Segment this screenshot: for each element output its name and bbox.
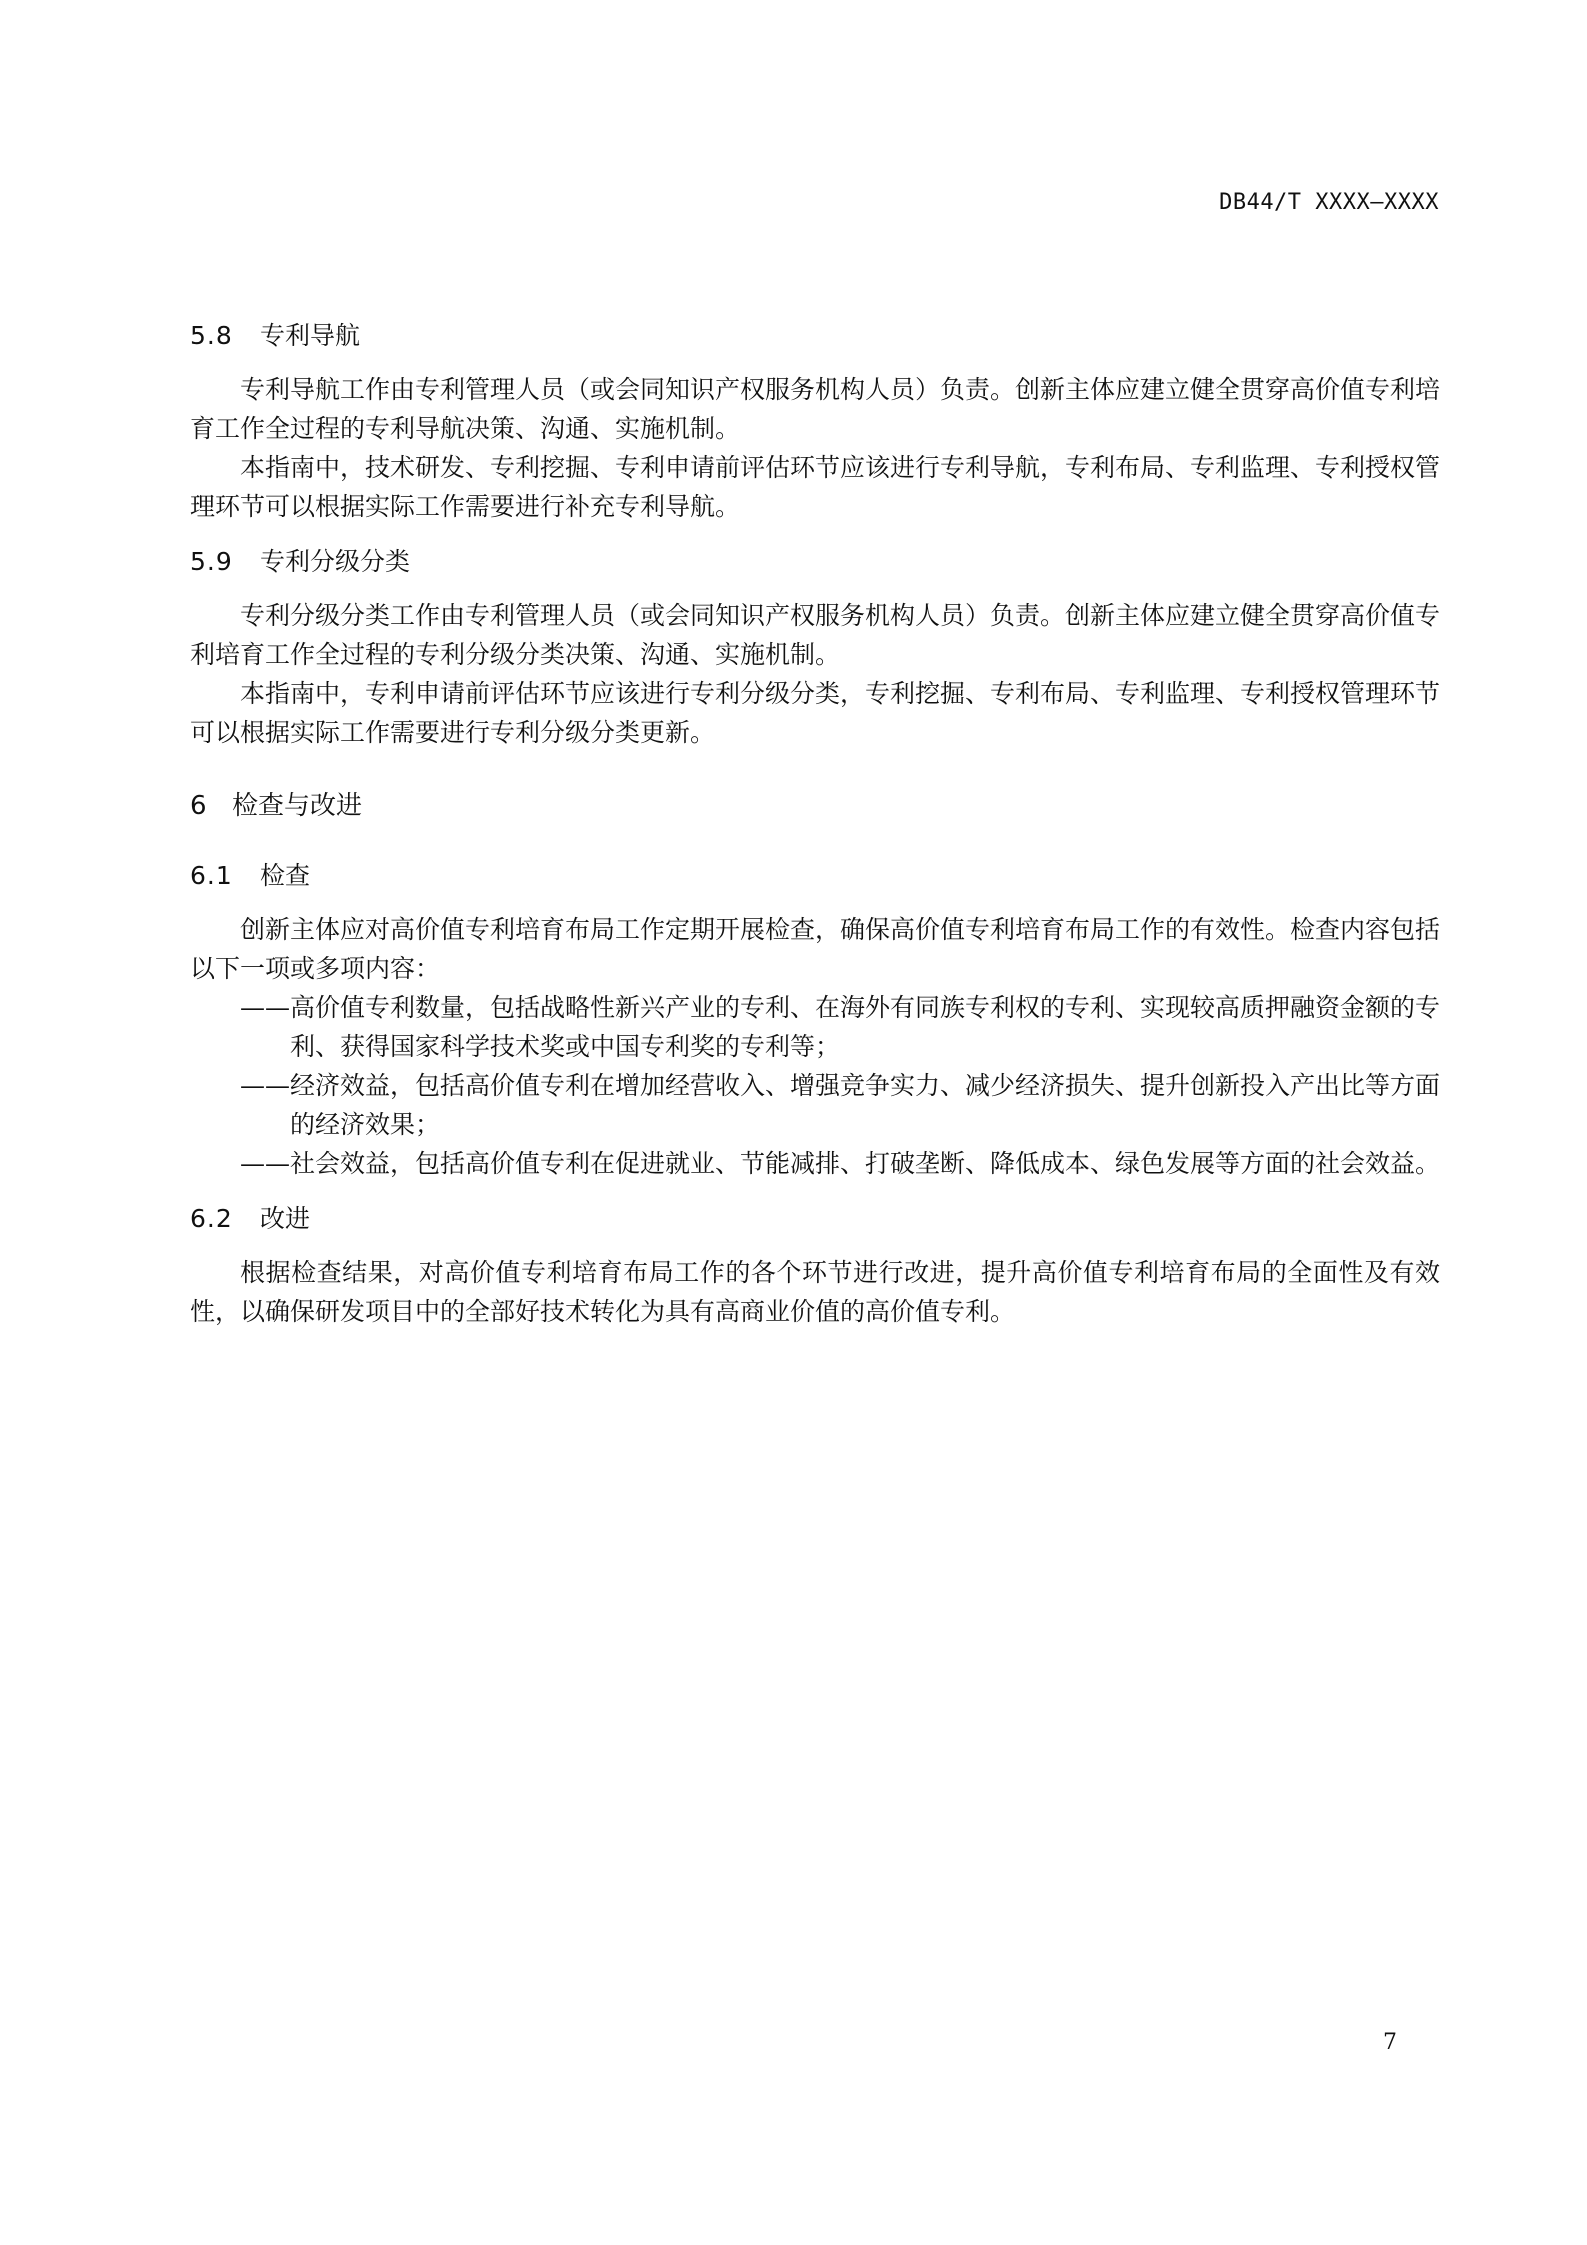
document-code: DB44/T XXXX—XXXX	[1219, 190, 1439, 215]
section-number: 6.1	[190, 861, 233, 890]
section-number: 5.8	[190, 321, 233, 350]
paragraph: 根据检查结果，对高价值专利培育布局工作的各个环节进行改进，提升高价值专利培育布局的全面性及有效性，以确保研发项目中的全部好技术转化为具有高商业价值的高价值专利。	[190, 1258, 1440, 1326]
paragraph: 专利导航工作由专利管理人员（或会同知识产权服务机构人员）负责。创新主体应建立健全贯穿高价值专利培育工作全过程的专利导航决策、沟通、实施机制。	[190, 375, 1441, 443]
paragraph: 本指南中，技术研发、专利挖掘、专利申请前评估环节应该进行专利导航，专利布局、专利监理、专利授权管理环节可以根据实际工作需要进行补充专利导航。	[190, 453, 1441, 521]
section-title: 改进	[260, 1204, 311, 1233]
paragraph: 本指南中，专利申请前评估环节应该进行专利分级分类，专利挖掘、专利布局、专利监理、专利授权管理环节可以根据实际工作需要进行专利分级分类更新。	[190, 679, 1441, 747]
section-heading-5-9	[190, 542, 1440, 582]
chapter-heading-6	[190, 786, 1440, 826]
section-title: 专利导航	[260, 321, 361, 350]
document-body	[190, 316, 1440, 1331]
paragraph: 创新主体应对高价值专利培育布局工作定期开展检查，确保高价值专利培育布局工作的有效性。检查内容包括以下一项或多项内容：	[190, 915, 1441, 983]
paragraph: 专利分级分类工作由专利管理人员（或会同知识产权服务机构人员）负责。创新主体应建立健全贯穿高价值专利培育工作全过程的专利分级分类决策、沟通、实施机制。	[190, 601, 1441, 669]
list-item: ——高价值专利数量，包括战略性新兴产业的专利、在海外有同族专利权的专利、实现较高质押融资金额的专利、获得国家科学技术奖或中国专利奖的专利等；	[240, 993, 1441, 1061]
chapter-number: 6	[190, 791, 208, 821]
section-title: 检查	[260, 861, 311, 890]
list-item: ——社会效益，包括高价值专利在促进就业、节能减排、打破垄断、降低成本、绿色发展等方面的社会效益。	[240, 1149, 1441, 1178]
section-heading-5-8	[190, 316, 1440, 356]
section-number: 5.9	[190, 547, 233, 576]
section-number: 6.2	[190, 1204, 233, 1233]
page-number: 7	[1383, 2030, 1397, 2055]
list-item: ——经济效益，包括高价值专利在增加经营收入、增强竞争实力、减少经济损失、提升创新投入产出比等方面的经济效果；	[240, 1071, 1441, 1139]
section-heading-6-1	[190, 856, 1440, 896]
section-title: 专利分级分类	[260, 547, 411, 576]
chapter-title: 检查与改进	[232, 791, 363, 821]
section-heading-6-2	[190, 1199, 1440, 1239]
